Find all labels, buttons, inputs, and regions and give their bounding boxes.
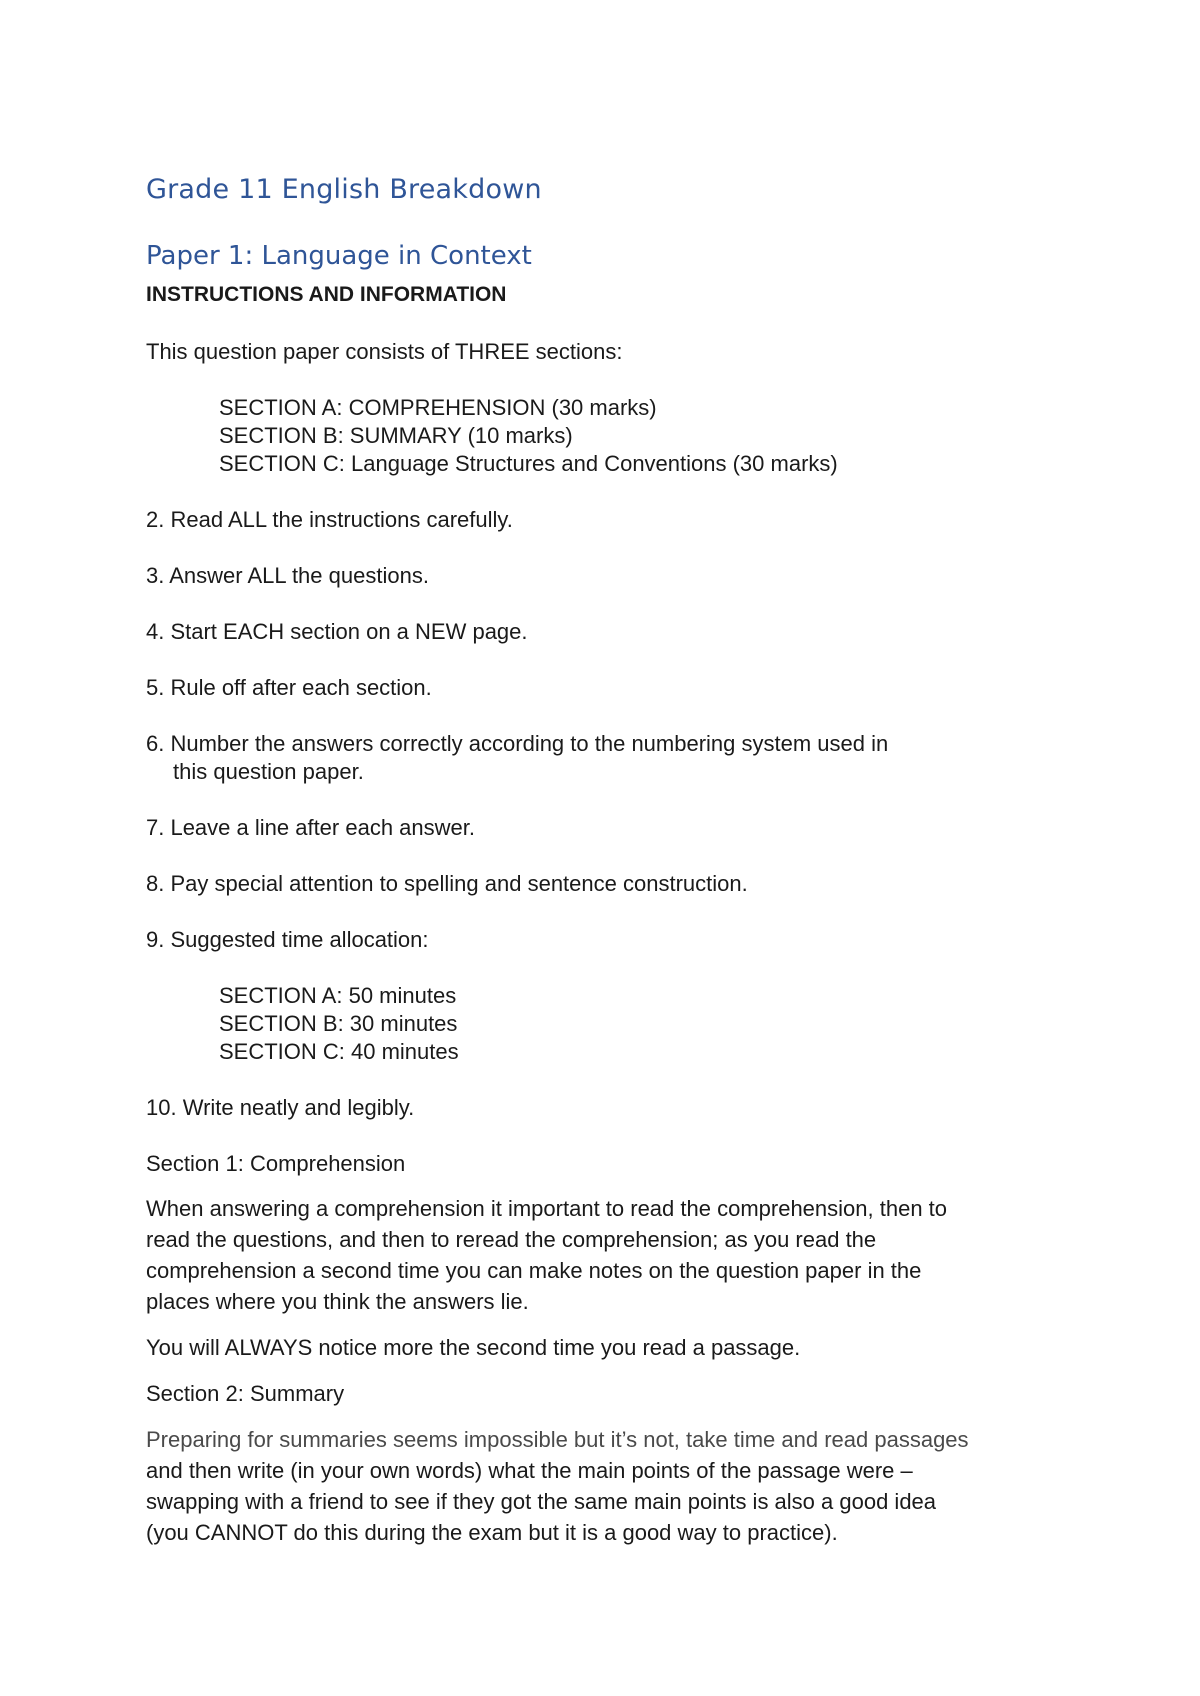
intro-text: This question paper consists of THREE sections: <box>146 339 623 364</box>
instruction-7: 7. Leave a line after each answer. <box>146 815 475 840</box>
section-1-paragraph-line: comprehension a second time you can make notes on the question paper in the <box>146 1258 922 1283</box>
paper-heading: Paper 1: Language in Context <box>146 241 532 271</box>
instruction-6-continued: this question paper. <box>173 759 364 784</box>
instruction-4: 4. Start EACH section on a NEW page. <box>146 619 528 644</box>
section-1-paragraph-line: read the questions, and then to reread the comprehension; as you read the <box>146 1227 877 1252</box>
instruction-10: 10. Write neatly and legibly. <box>146 1095 415 1120</box>
time-section-b: SECTION B: 30 minutes <box>219 1011 458 1036</box>
section-2-paragraph-line: swapping with a friend to see if they got the same main points is also a good idea <box>146 1489 937 1514</box>
section-2-paragraph-line: (you CANNOT do this during the exam but it is a good way to practice). <box>146 1520 838 1545</box>
instructions-heading: INSTRUCTIONS AND INFORMATION <box>146 283 507 306</box>
section-1-heading: Section 1: Comprehension <box>146 1151 406 1176</box>
instruction-8: 8. Pay special attention to spelling and sentence construction. <box>146 871 748 896</box>
instruction-6: 6. Number the answers correctly according to the numbering system used in <box>146 731 889 756</box>
time-section-a: SECTION A: 50 minutes <box>219 983 457 1008</box>
time-section-c: SECTION C: 40 minutes <box>219 1039 459 1064</box>
section-2-paragraph-line: Preparing for summaries seems impossible but it’s not, take time and read passages <box>146 1427 969 1452</box>
instruction-5: 5. Rule off after each section. <box>146 675 432 700</box>
section-b-line: SECTION B: SUMMARY (10 marks) <box>219 423 573 448</box>
section-c-line: SECTION C: Language Structures and Conventions (30 marks) <box>219 451 838 476</box>
section-2-paragraph-line: and then write (in your own words) what the main points of the passage were – <box>146 1458 913 1483</box>
section-1-paragraph-line: When answering a comprehension it important to read the comprehension, then to <box>146 1196 948 1221</box>
document-title: Grade 11 English Breakdown <box>146 174 542 205</box>
section-1-note: You will ALWAYS notice more the second time you read a passage. <box>146 1335 801 1360</box>
instruction-9: 9. Suggested time allocation: <box>146 927 429 952</box>
section-a-line: SECTION A: COMPREHENSION (30 marks) <box>219 395 657 420</box>
section-2-heading: Section 2: Summary <box>146 1381 345 1406</box>
instruction-2: 2. Read ALL the instructions carefully. <box>146 507 513 532</box>
section-1-paragraph-line: places where you think the answers lie. <box>146 1289 529 1314</box>
instruction-3: 3. Answer ALL the questions. <box>146 563 429 588</box>
